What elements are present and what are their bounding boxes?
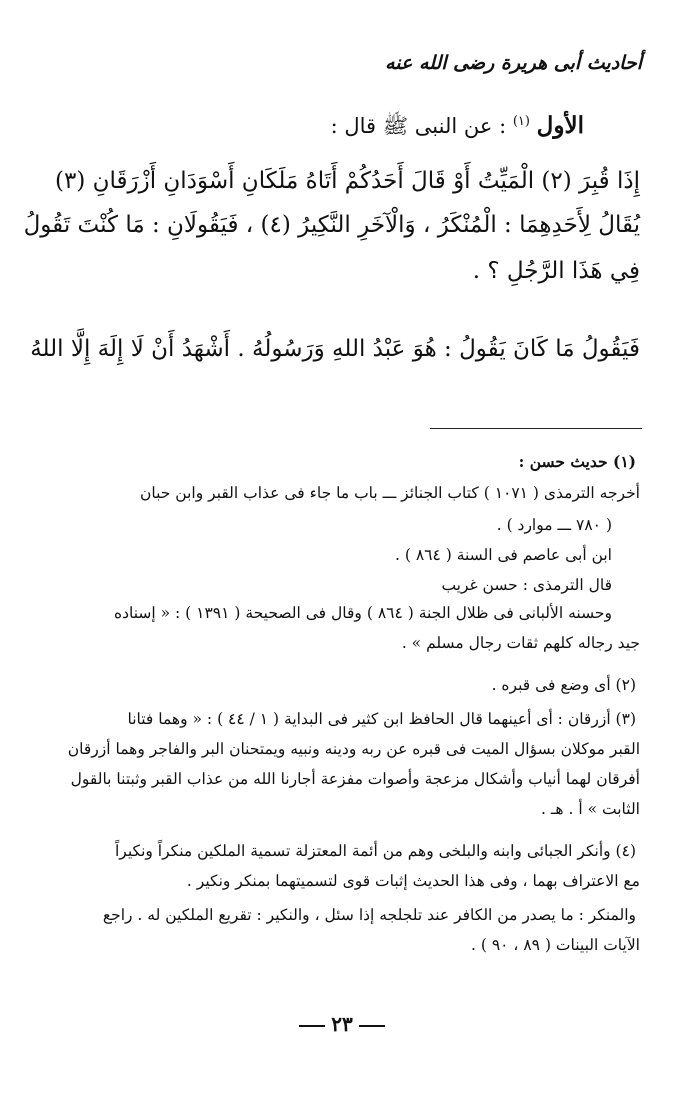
hadith-number-label: الأول	[536, 112, 584, 139]
page-number-value: ٢٣	[331, 1012, 353, 1036]
footnote-1-line: قال الترمذى : حسن غريب	[441, 576, 612, 594]
footnote-5-line: الآيات البينات ( ٨٩ ، ٩٠ ) .	[471, 936, 640, 954]
footnote-2: (٢) أى وضع فى قبره .	[491, 676, 636, 694]
footnote-1-title: (١) حديث حسن :	[518, 452, 636, 471]
footnote-3-line: الثابت » أ . هـ .	[541, 800, 640, 818]
footnote-1-line: أخرجه الترمذى ( ١٠٧١ ) كتاب الجنائز ـــ باب ما جاء فى عذاب القبر وابن حبان	[139, 484, 640, 502]
footnote-1-line: جيد رجاله كلهم ثقات رجال مسلم » .	[401, 634, 640, 652]
page-number-dash-left	[299, 1025, 325, 1027]
hadith-line-4: فَيَقُولُ مَا كَانَ يَقُولُ : هُوَ عَبْدُ اللهِ وَرَسُولُهُ . أَشْهَدُ أَنْ لَا إِلَهَ إِلَّا اللهُ	[30, 336, 640, 362]
footnote-5-line: والمنكر : ما يصدر من الكافر عند تلجلجه إذا سئل ، والنكير : تقريع الملكين له . راجع	[102, 906, 636, 924]
footnote-4-line: مع الاعتراف بهما ، وفى هذا الحديث إثبات قوى لتسميتهما بمنكر ونكير .	[186, 872, 640, 890]
page-number	[0, 1012, 684, 1036]
hadith-line-3: فِي هَذَا الرَّجُلِ ؟ .	[472, 258, 640, 284]
footnote-ref-1: (١)	[512, 114, 530, 129]
footnote-3-line: القبر موكلان بسؤال الميت فى قبره عن ربه ودينه ونبيه ويمتحنان البر والفاجر وهما أزرقان	[67, 740, 640, 758]
footnote-1-line: ( ٧٨٠ ـــ موارد ) .	[496, 516, 612, 534]
footnote-3-line: (٣) أزرقان : أى أعينهما قال الحافظ ابن كثير فى البداية ( ١ / ٤٤ ) : « وهما فتانا	[127, 710, 636, 728]
footnote-3-line: أفرقان لهما أنياب وأشكال مزعجة وأصوات مفزعة أجارنا الله من عذاب القبر وثبتنا بالقول	[70, 770, 640, 788]
hadith-line-2: يُقَالُ لِأَحَدِهِمَا : الْمُنْكَرُ ، وَالْآخَرِ النَّكِيرُ (٤) ، فَيَقُولَانِ : مَا كُنْتَ تَقُولُ	[23, 212, 640, 238]
running-header: أحاديث أبى هريرة رضى الله عنه	[385, 52, 642, 74]
footnote-1-line: وحسنه الألبانى فى ظلال الجنة ( ٨٦٤ ) وقال فى الصحيحة ( ١٣٩١ ) : « إسناده	[113, 604, 612, 622]
footnote-4-line: (٤) وأنكر الجبائى وابنه والبلخى وهم من أئمة المعتزلة تسمية الملكين منكراً ونكيراً	[114, 842, 636, 860]
footnote-1-line: ابن أبى عاصم فى السنة ( ٨٦٤ ) .	[394, 546, 612, 564]
hadith-intro	[331, 112, 584, 144]
hadith-line-1: إِذَا قُبِرَ (٢) الْمَيِّتُ أَوْ قَالَ أَحَدُكُمْ أَتَاهُ مَلَكَانِ أَسْوَدَانِ أَزْرَقَانِ (٣)	[54, 168, 640, 194]
intro-text: : عن النبى ﷺ قال :	[330, 114, 507, 138]
footnote-separator	[430, 428, 642, 429]
page-number-dash-right	[359, 1025, 385, 1027]
